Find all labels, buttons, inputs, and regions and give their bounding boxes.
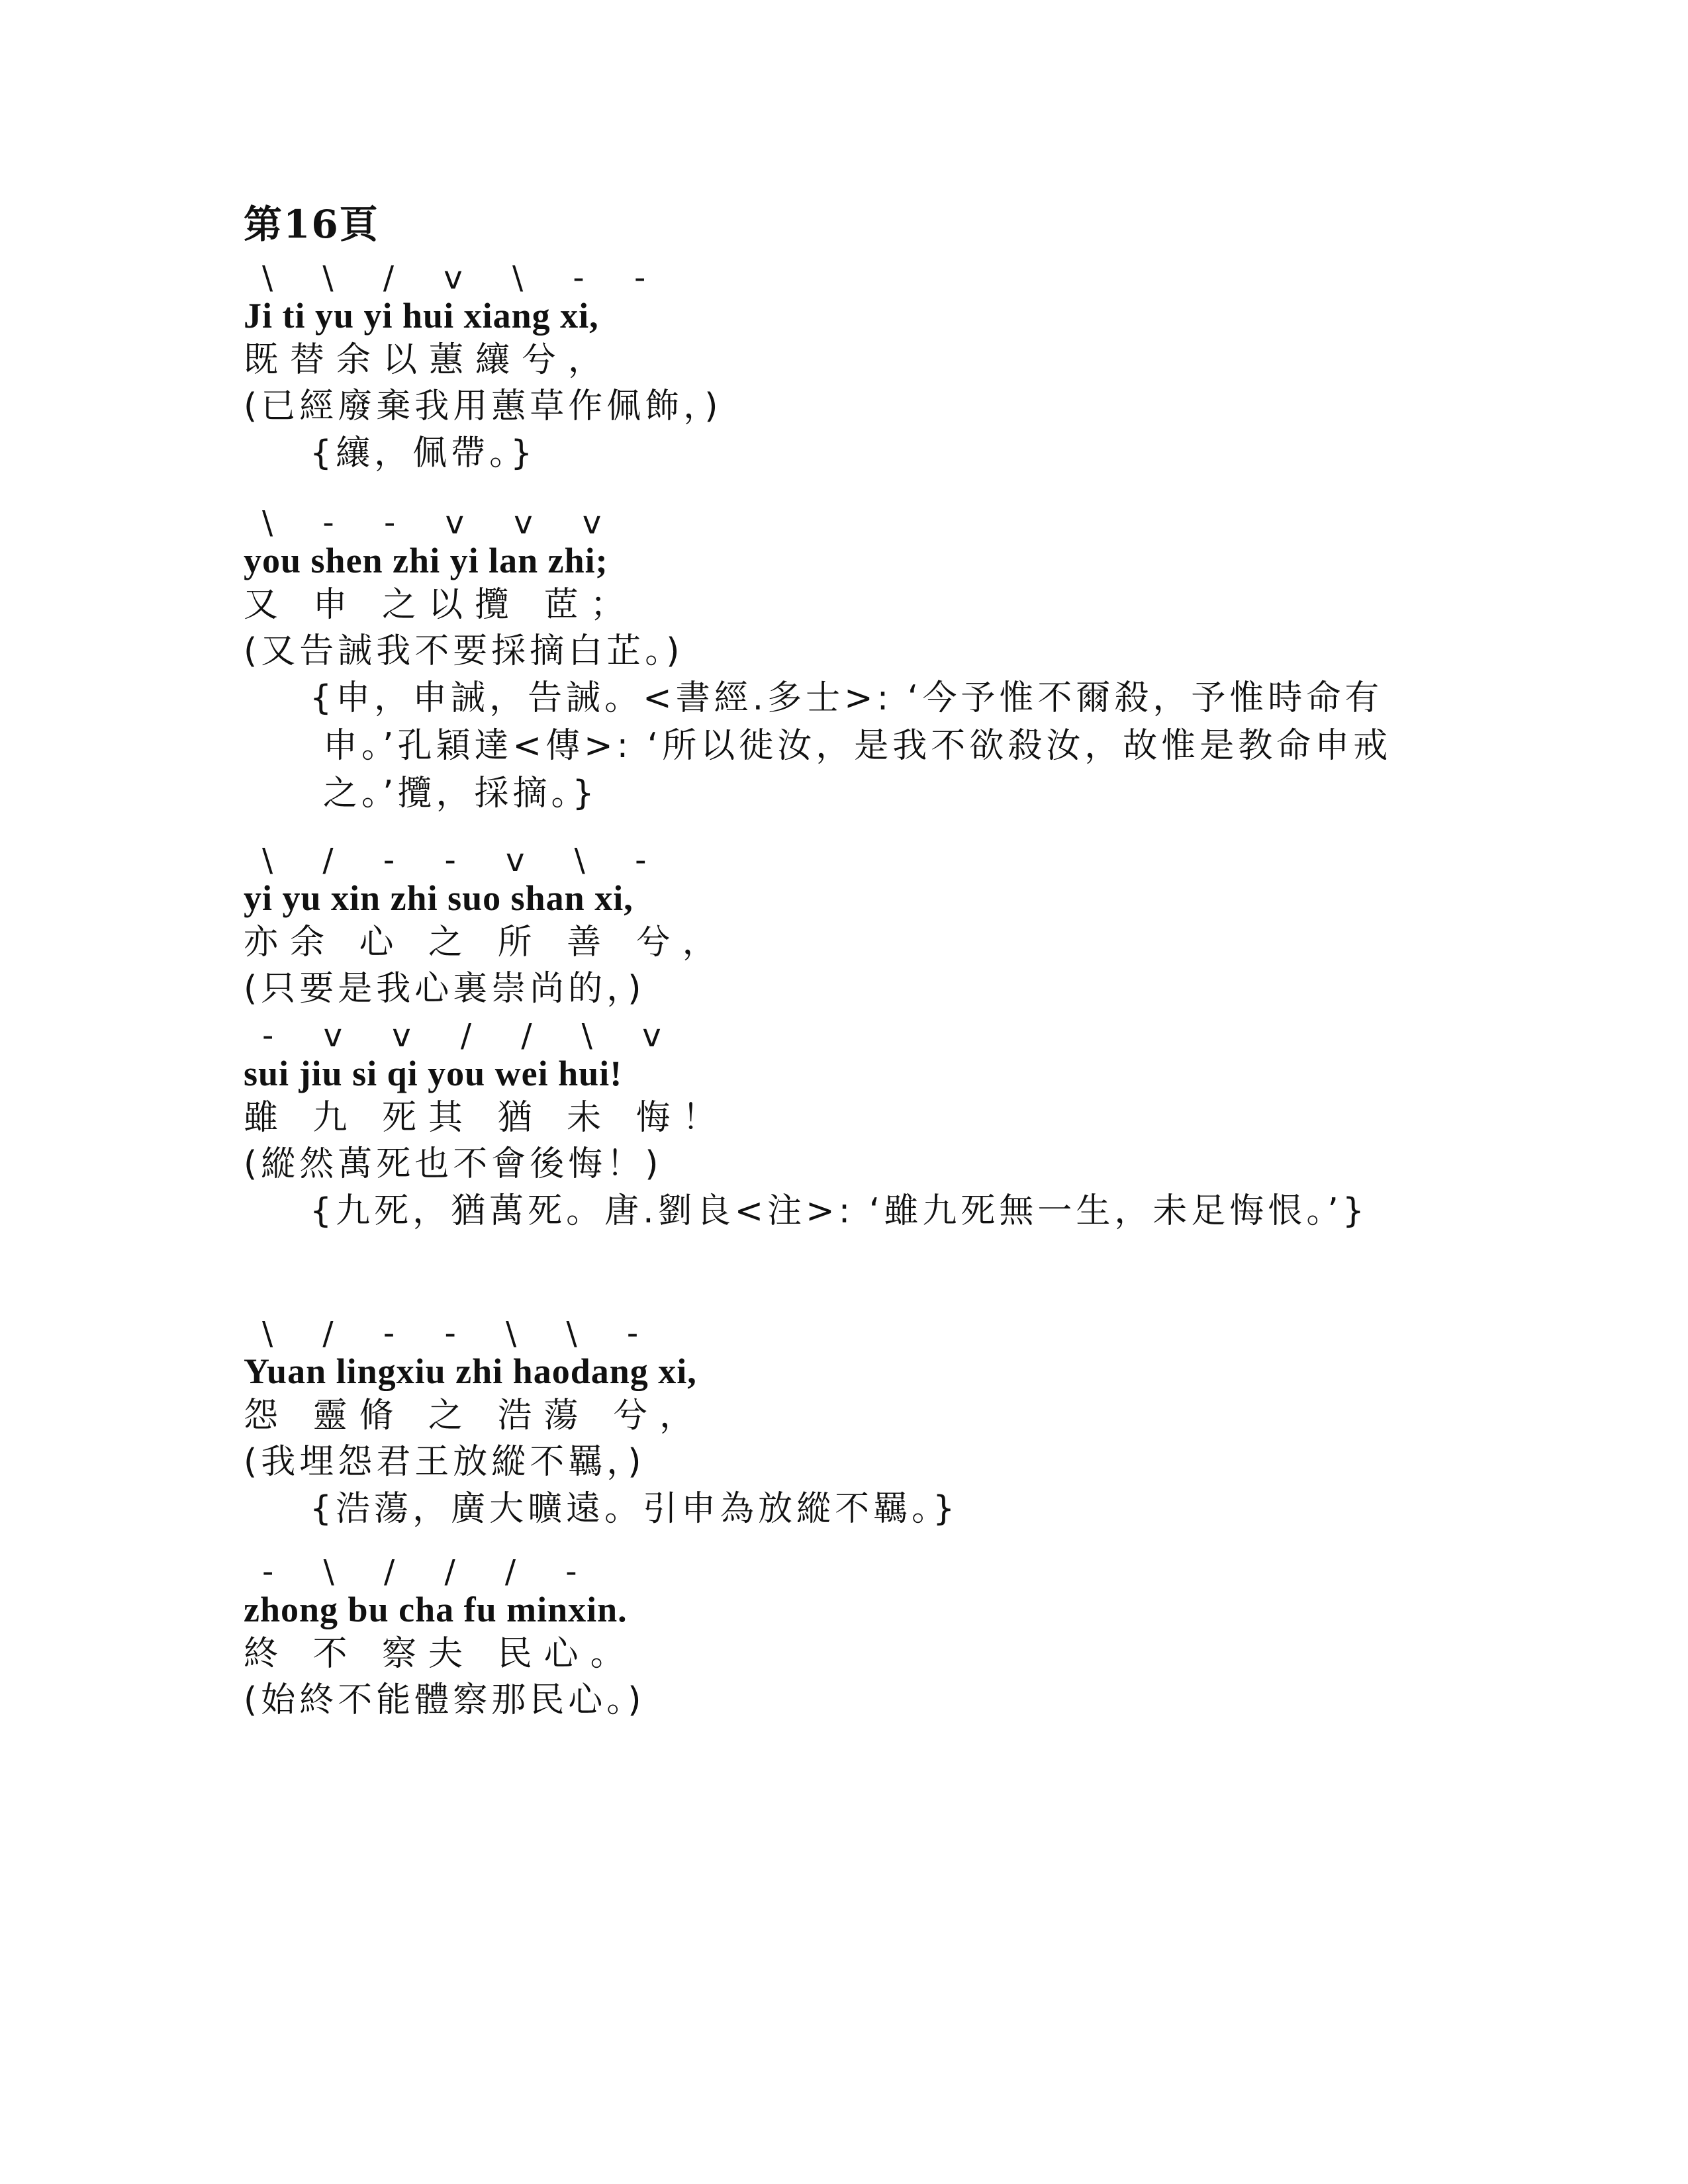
annotation-note: {九死，猶萬死。唐.劉良<注>: ‘雖九死無一生，未足悔恨。’} [310,1191,1368,1231]
translation-line: (始終不能體察那民心。) [244,1680,645,1720]
translation-line: (縱然萬死也不會後悔！) [244,1144,663,1184]
tone-marks: \ \ / v \ - - [262,259,666,296]
translation-line: (只要是我心裏崇尚的，) [244,969,645,1009]
translation-line: (我埋怨君王放縱不羈，) [244,1442,645,1482]
stanza-4 [244,1019,1501,1235]
stanza-5 [244,1317,1501,1533]
tone-marks: - \ / / / - [262,1553,597,1590]
stanza-1 [244,261,1501,477]
stanza-6 [244,1555,1501,1723]
chinese-line: 終 不 察夫 民心。 [244,1634,637,1674]
tone-marks: - v v / / \ v [262,1017,681,1054]
chinese-line: 雖 九 死其 猶 未 悔！ [244,1098,729,1138]
pinyin-line: you shen zhi yi lan zhi; [244,541,608,580]
translation-line: (已經廢棄我用蕙草作佩飾，) [244,387,722,426]
pinyin-line: Ji ti yu yi hui xiang xi, [244,296,599,336]
pinyin-line: sui jiu si qi you wei hui! [244,1054,623,1093]
stanza-2 [244,506,1501,817]
annotation-note: {申，申誡，告誡。<書經.多士>: ‘今予惟不爾殺，予惟時命有申。’孔穎達<傳>: ‘所以徙汝，是我不欲殺汝，故惟是教命申戒之。’攬，採摘。} [310,678,1392,813]
annotation-note: {纕，佩帶。} [310,433,537,473]
translation-line: (又告誡我不要採摘白芷。) [244,631,684,671]
pinyin-line: yi yu xin zhi suo shan xi, [244,878,633,918]
tone-marks: \ - - v v v [262,504,622,541]
page-header: 第16頁 [244,202,379,247]
chinese-line: 既替余以蕙纕兮， [244,340,615,380]
pinyin-line: zhong bu cha fu minxin. [244,1590,628,1629]
chinese-line: 怨 靈脩 之 浩蕩 兮， [244,1396,706,1435]
annotation-note: {浩蕩，廣大曠遠。引申為放縱不羈。} [310,1489,959,1529]
tone-marks: \ / - - v \ - [262,842,667,879]
tone-marks: \ / - - \ \ - [262,1315,659,1352]
pinyin-line: Yuan lingxiu zhi haodang xi, [244,1351,697,1391]
chinese-line: 亦余 心 之 所 善 兮， [244,923,729,962]
chinese-line: 又 申 之以攬 茝； [244,585,637,625]
stanza-3 [244,844,1501,1012]
